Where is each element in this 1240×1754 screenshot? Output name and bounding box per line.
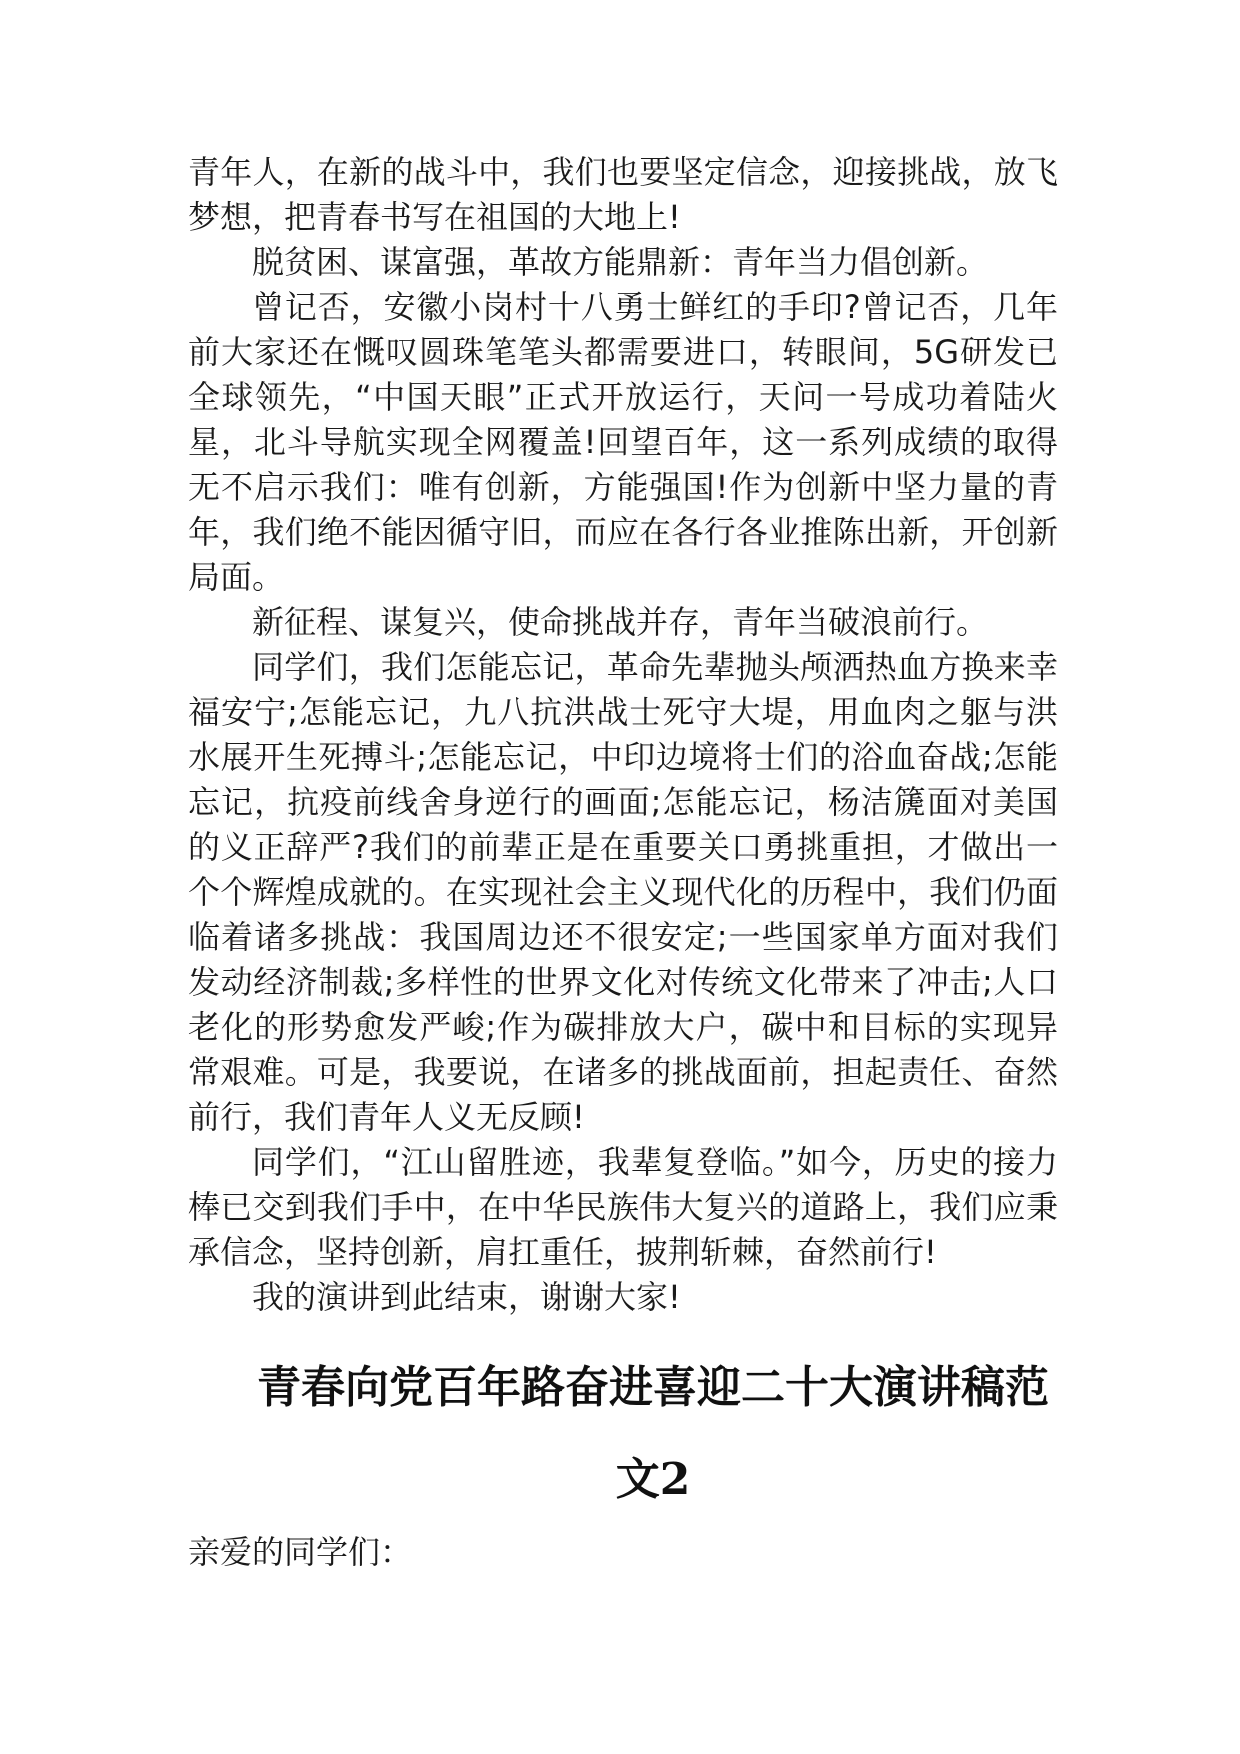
paragraph-1: 青年人，在新的战斗中，我们也要坚定信念，迎接挑战，放飞梦想，把青春书写在祖国的大地上! [188,153,1058,236]
paragraph-2: 脱贫困、谋富强，革故方能鼎新：青年当力倡创新。 [252,243,989,281]
paragraph-3: 曾记否，安徽小岗村十八勇士鲜红的手印?曾记否，几年前大家还在慨叹圆珠笔笔头都需要进口，转眼间，5G研发已全球领先，“中国天眼”正式开放运行，天问一号成功着陆火星，北斗导航实现全网覆盖!回望百年，这一系列成绩的取得无不启示我们：唯有创新，方能强国!作为创新中坚力量的青年，我们绝不能因循守旧，而应在各行各业推陈出新，开创新局面。 [188,288,1058,596]
paragraph-5: 同学们，我们怎能忘记，革命先辈抛头颅洒热血方换来幸福安宁;怎能忘记，九八抗洪战士死守大堤，用血肉之躯与洪水展开生死搏斗;怎能忘记，中印边境将士们的浴血奋战;怎能忘记，抗疫前线舍身逆行的画面;怎能忘记，杨洁篪面对美国的义正辞严?我们的前辈正是在重要关口勇挑重担，才做出一个个辉煌成就的。在实现社会主义现代化的历程中，我们仍面临着诸多挑战：我国周边还不很安定;一些国家单方面对我们发动经济制裁;多样性的世界文化对传统文化带来了冲击;人口老化的形势愈发严峻;作为碳排放大户，碳中和目标的实现异常艰难。可是，我要说，在诸多的挑战面前，担起责任、奋然前行，我们青年人义无反顾! [188,648,1058,1136]
section-heading-number: 2 [659,1454,691,1505]
document-body [188,150,1058,1575]
section-heading-text: 青春向党百年路奋进喜迎二十大演讲稿范文 [257,1362,1049,1505]
paragraph-7: 我的演讲到此结束，谢谢大家! [252,1278,681,1316]
section-heading [188,1342,1058,1526]
salutation: 亲爱的同学们： [188,1533,413,1571]
paragraph-4: 新征程、谋复兴，使命挑战并存，青年当破浪前行。 [252,603,989,641]
paragraph-6: 同学们，“江山留胜迹，我辈复登临。”如今，历史的接力棒已交到我们手中，在中华民族伟大复兴的道路上，我们应秉承信念，坚持创新，肩扛重任，披荆斩棘，奋然前行! [188,1143,1058,1271]
